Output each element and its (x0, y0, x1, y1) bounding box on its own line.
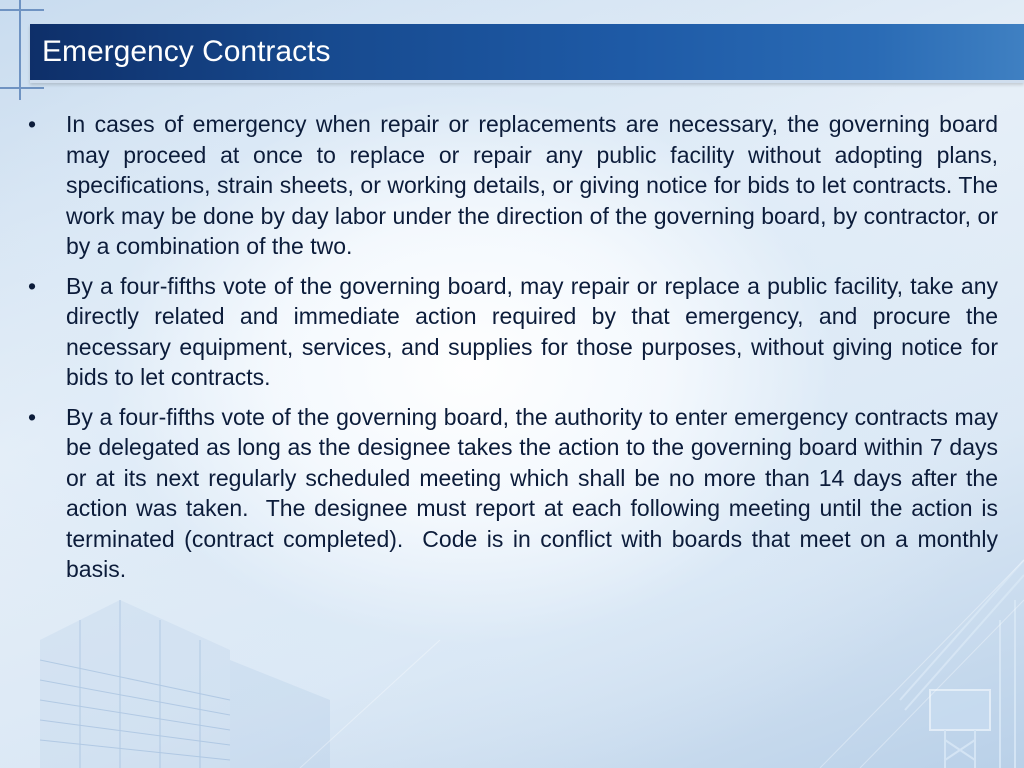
bullet-text: By a four-fifths vote of the governing board, may repair or replace a public facility, take any directly related and immediate action required by that emergency, and procure the necessary equipment, services, and supplies for those purposes, without giving notice for bids to let contracts. (66, 272, 1005, 390)
bullet-list (28, 109, 1005, 585)
bullet-marker: • (28, 111, 37, 137)
slide-body (28, 109, 1005, 594)
building-silhouette (40, 600, 330, 768)
bullet-item (28, 402, 1005, 585)
bullet-item (28, 109, 1005, 262)
bullet-text: In cases of emergency when repair or replacements are necessary, the governing board may proceed at once to replace or repair any public facility without adopting plans, specifications, strain sheets, or working details, or giving notice for bids to let contracts. The work may be done by day labor under the direction of the governing board, by contractor, or by a combination of the two. (66, 111, 1005, 259)
bullet-marker: • (28, 272, 37, 299)
bullet-item (28, 271, 1005, 393)
title-bar (30, 24, 1024, 83)
slide-title: Emergency Contracts (42, 35, 331, 68)
bullet-marker: • (28, 403, 37, 430)
bullet-text: By a four-fifths vote of the governing board, the authority to enter emergency contracts may be delegated as long as the designee takes the action to the governing board within 7 days or at its next regularly scheduled meeting which shall be no more than 14 days after the action was taken. The designee must report at each following meeting until the action is terminated (contract completed). Code is in conflict with boards that meet on a monthly basis. (66, 403, 1005, 582)
